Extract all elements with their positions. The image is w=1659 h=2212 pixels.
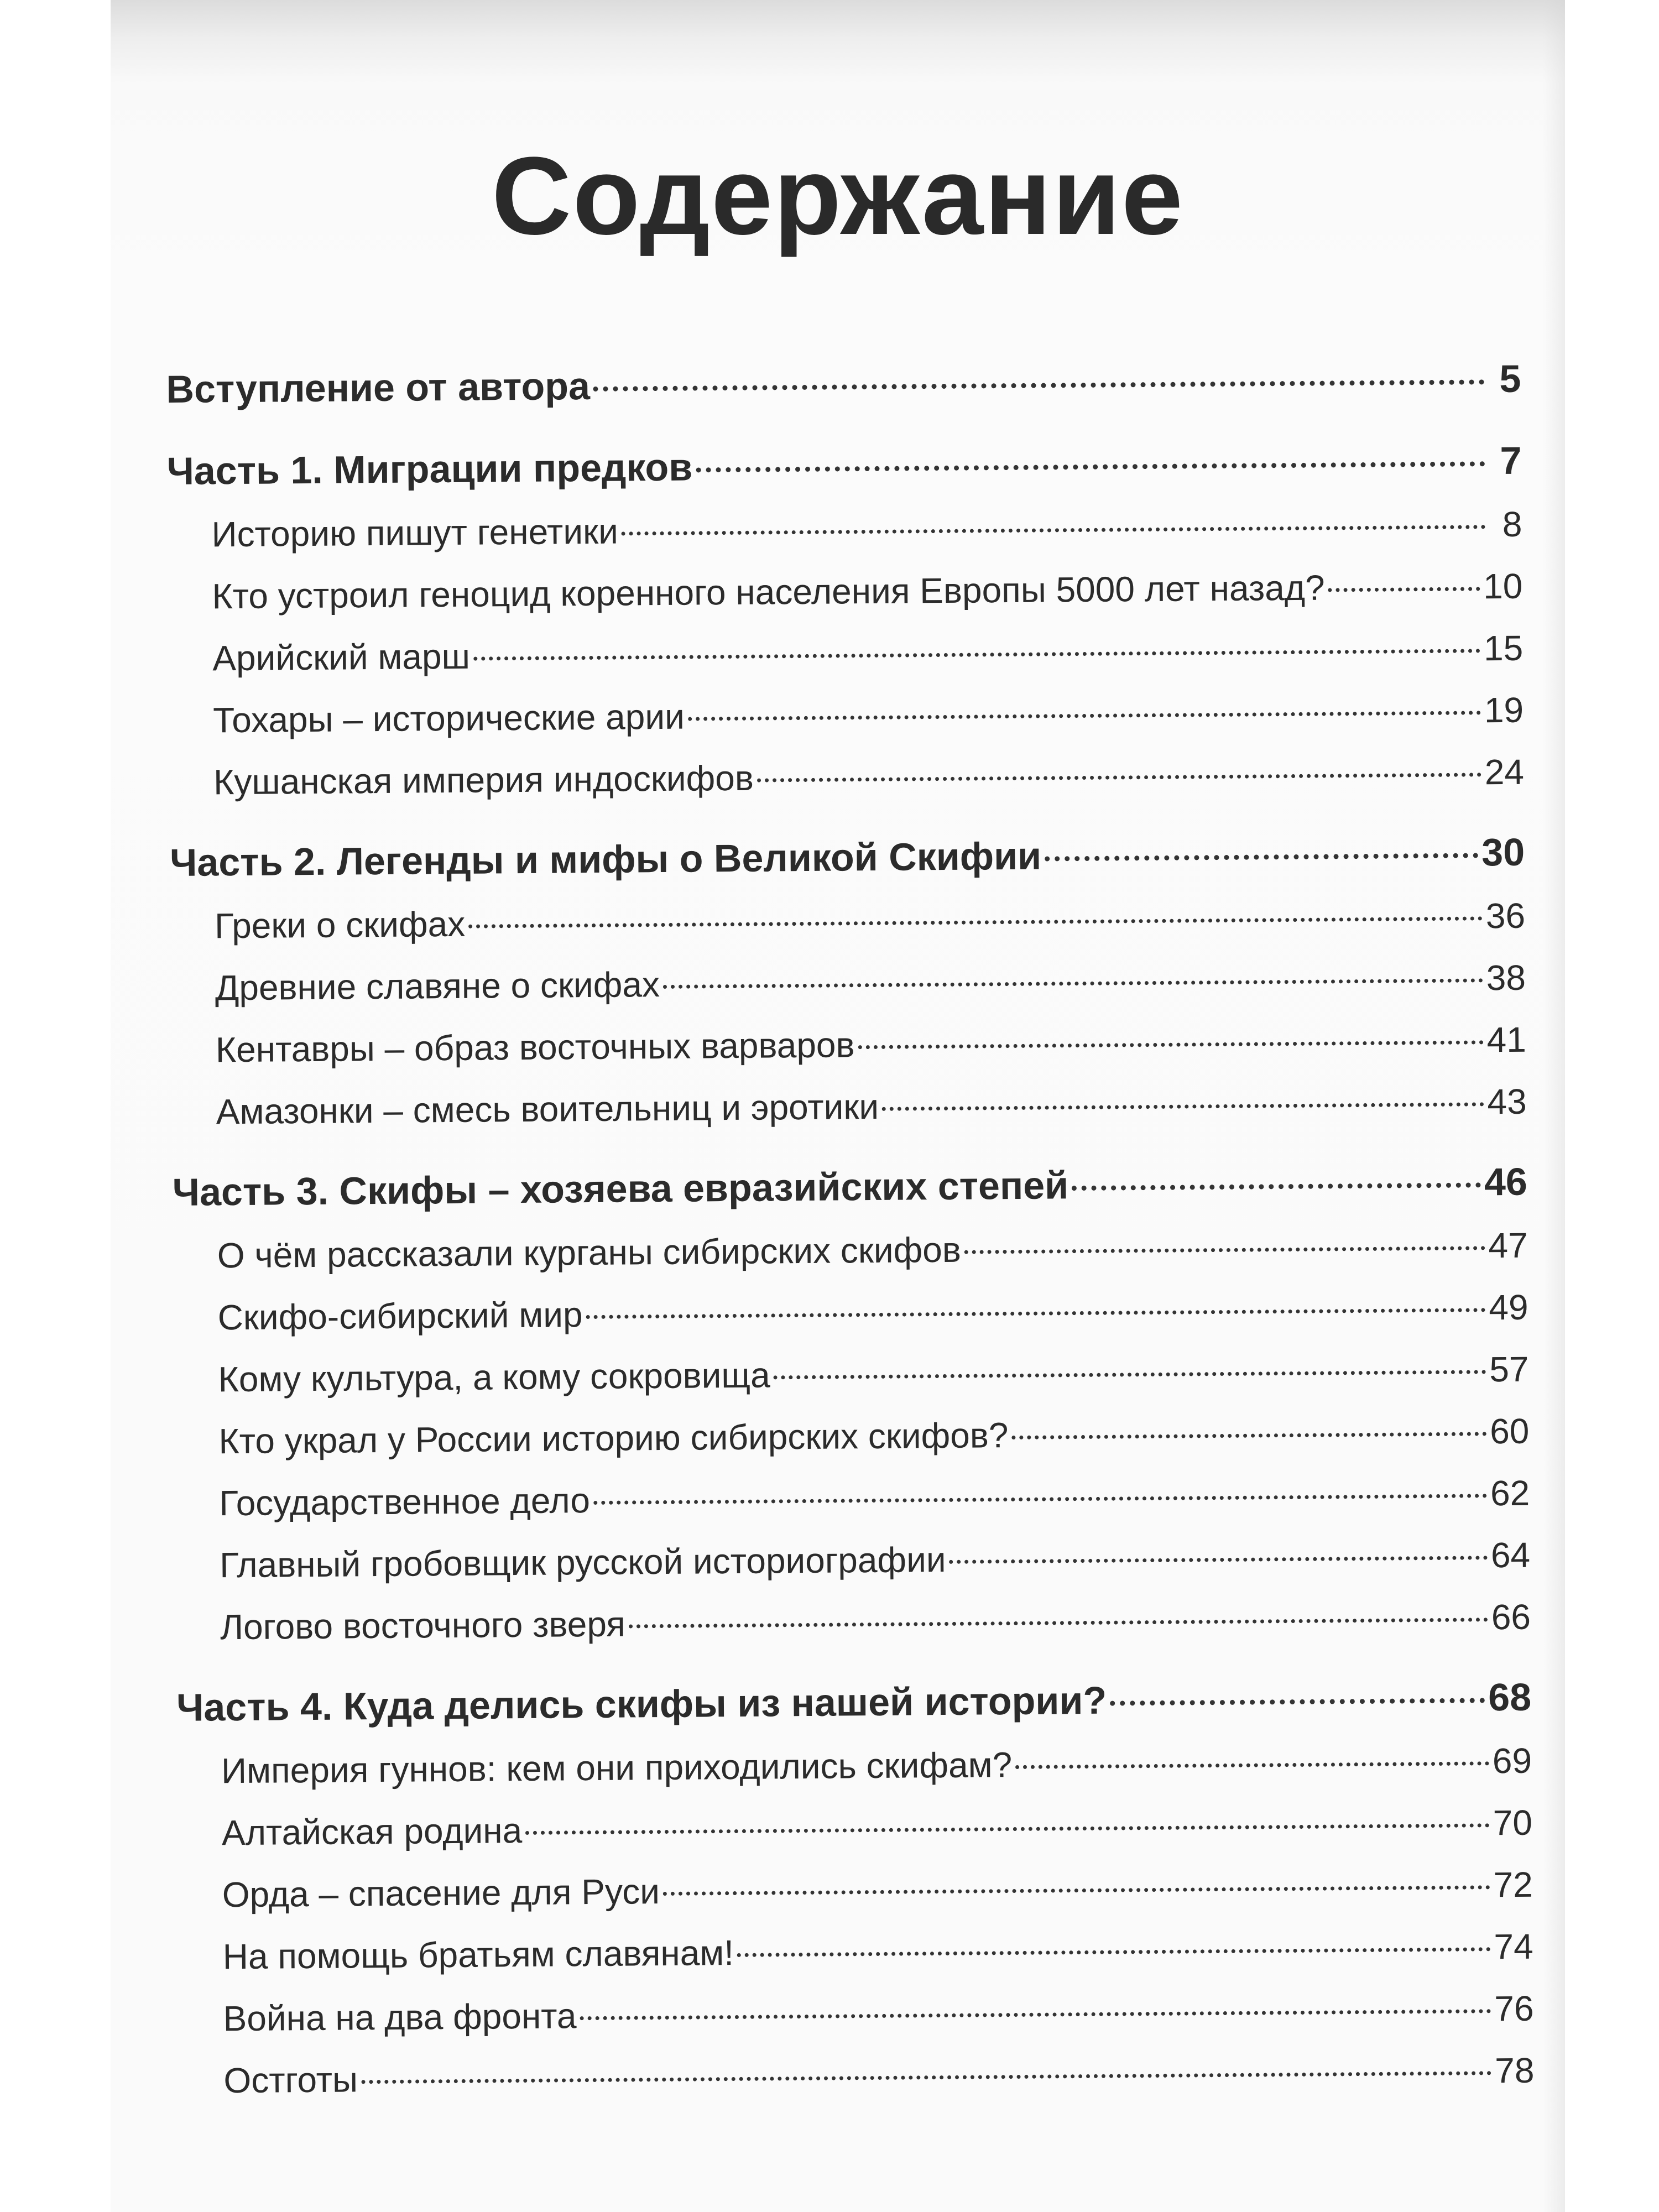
toc-entry-label: Арийский марш (212, 636, 471, 679)
toc-page-number: 8 (1502, 504, 1522, 545)
dot-leader (622, 525, 1486, 535)
toc-entry-label: На помощь братьям славянам! (222, 1933, 734, 1977)
dot-leader (1328, 587, 1480, 592)
dot-leader (593, 379, 1485, 392)
toc-part-3 (172, 1149, 1527, 1225)
dot-leader (361, 2071, 1491, 2084)
toc-entry-label: Кому культура, а кому сокровища (218, 1355, 770, 1400)
dot-leader (663, 1885, 1490, 1896)
toc-page-number: 49 (1489, 1287, 1528, 1328)
toc-chapter (169, 679, 1524, 752)
toc-page-number: 7 (1500, 439, 1522, 483)
dot-leader (774, 1370, 1486, 1379)
toc-entry-label: Кто устроил геноцид коренного населения Европы 5000 лет назад? (212, 567, 1325, 617)
toc-chapter (170, 885, 1526, 957)
dot-leader (964, 1246, 1485, 1254)
toc-entry-label: Амазонки – смесь воительниц и эротики (216, 1086, 879, 1132)
dot-leader (1015, 1761, 1489, 1769)
toc-page-number: 30 (1481, 830, 1525, 874)
toc-chapter (179, 1978, 1534, 2050)
toc-part-1 (166, 428, 1522, 504)
toc-chapter (168, 617, 1524, 690)
dot-leader (858, 1040, 1483, 1049)
dot-leader (737, 1947, 1490, 1957)
toc-entry-label: Часть 3. Скифы – хозяева евразийских степей (172, 1164, 1069, 1214)
toc-page-number: 46 (1484, 1160, 1528, 1204)
dot-leader (1011, 1432, 1486, 1439)
toc-chapter (175, 1462, 1530, 1535)
toc-chapter (169, 741, 1525, 813)
toc-entry-label: Тохары – исторические арии (212, 696, 685, 740)
toc-entry-label: Историю пишут генетики (211, 511, 619, 555)
toc-entry-label: Война на два фронта (223, 1996, 577, 2039)
toc-page-number: 69 (1492, 1740, 1532, 1781)
toc-entry-label: Кентавры – образ восточных варваров (215, 1025, 855, 1070)
toc-chapter (175, 1524, 1531, 1597)
dot-leader (1072, 1182, 1481, 1191)
toc-chapter (167, 493, 1522, 566)
toc-entry-label: Орда – спасение для Руси (222, 1871, 660, 1915)
toc-entry-label: Главный гробовщик русской историографии (219, 1539, 946, 1585)
dot-leader (525, 1823, 1490, 1835)
table-of-contents (166, 346, 1535, 2112)
toc-page-number: 60 (1489, 1411, 1530, 1452)
toc-chapter (174, 1338, 1529, 1411)
toc-page-number: 68 (1488, 1675, 1532, 1719)
toc-page-number: 41 (1486, 1019, 1527, 1060)
dot-leader (468, 916, 1483, 928)
page-title: Содержание (491, 134, 1185, 258)
toc-chapter (177, 1730, 1532, 1802)
dot-leader (586, 1308, 1486, 1319)
toc-entry-label: Остготы (223, 2059, 358, 2101)
toc-entry-label: О чём рассказали курганы сибирских скифов (217, 1229, 962, 1276)
toc-entry-label: Греки о скифах (214, 904, 466, 946)
toc-part-2 (170, 820, 1525, 895)
toc-chapter (171, 1009, 1526, 1081)
toc-entry-label: Империя гуннов: кем они приходились скифам? (221, 1745, 1013, 1791)
toc-chapter (178, 1916, 1533, 1988)
toc-page-number: 19 (1484, 690, 1524, 731)
toc-page-number: 5 (1499, 357, 1521, 401)
toc-page-number: 38 (1486, 957, 1526, 998)
toc-page-number: 76 (1494, 1988, 1534, 2029)
toc-part-4 (176, 1665, 1532, 1740)
dot-leader (950, 1556, 1488, 1564)
toc-page-number: 57 (1489, 1349, 1529, 1390)
toc-chapter (179, 2039, 1535, 2112)
toc-page-number: 66 (1491, 1597, 1531, 1637)
dot-leader (696, 461, 1485, 472)
toc-entry-label: Часть 1. Миграции предков (166, 445, 693, 493)
dot-leader (688, 711, 1481, 721)
toc-entry-label: Часть 4. Куда делись скифы из нашей истории? (176, 1678, 1107, 1729)
dot-leader (882, 1102, 1484, 1111)
toc-page-number: 15 (1483, 628, 1524, 669)
dot-leader (1045, 853, 1478, 861)
toc-chapter (174, 1400, 1530, 1473)
toc-chapter (176, 1586, 1531, 1658)
dot-leader (473, 649, 1480, 660)
toc-entry-label: Алтайская родина (221, 1811, 523, 1853)
toc-page-number: 64 (1490, 1535, 1531, 1575)
toc-page-number: 43 (1487, 1081, 1527, 1122)
toc-page-number: 74 (1494, 1926, 1533, 1967)
toc-page-number: 47 (1488, 1225, 1528, 1266)
toc-chapter (173, 1276, 1528, 1349)
toc-page-number: 24 (1484, 752, 1525, 792)
toc-page-number: 70 (1493, 1802, 1533, 1843)
toc-chapter (178, 1792, 1533, 1864)
toc-chapter (173, 1214, 1528, 1287)
toc-entry-label: Вступление от автора (166, 364, 591, 411)
toc-page-number: 72 (1493, 1864, 1533, 1905)
toc-page-number: 10 (1483, 566, 1523, 607)
dot-leader (663, 978, 1483, 989)
toc-entry-intro (166, 346, 1521, 422)
dot-leader (593, 1494, 1487, 1505)
dot-leader (629, 1618, 1488, 1628)
toc-page-number: 78 (1494, 2050, 1535, 2091)
dot-leader (1110, 1698, 1485, 1705)
toc-chapter (178, 1854, 1533, 1926)
toc-entry-label: Скифо-сибирский мир (217, 1295, 583, 1338)
toc-chapter (168, 555, 1523, 628)
toc-entry-label: Древние славяне о скифах (215, 964, 660, 1008)
toc-entry-label: Часть 2. Легенды и мифы о Великой Скифии (169, 834, 1042, 884)
toc-page-number: 62 (1490, 1473, 1530, 1514)
toc-entry-label: Государственное дело (219, 1480, 591, 1524)
toc-entry-label: Кушанская империя индоскифов (213, 758, 754, 802)
dot-leader (757, 773, 1481, 782)
toc-entry-label: Логово восточного зверя (220, 1604, 626, 1647)
toc-chapter (171, 1071, 1527, 1143)
toc-entry-label: Кто украл у России историю сибирских скифов? (218, 1415, 1009, 1462)
toc-chapter (171, 947, 1526, 1019)
toc-page-number: 36 (1485, 895, 1526, 936)
dot-leader (580, 2009, 1491, 2020)
